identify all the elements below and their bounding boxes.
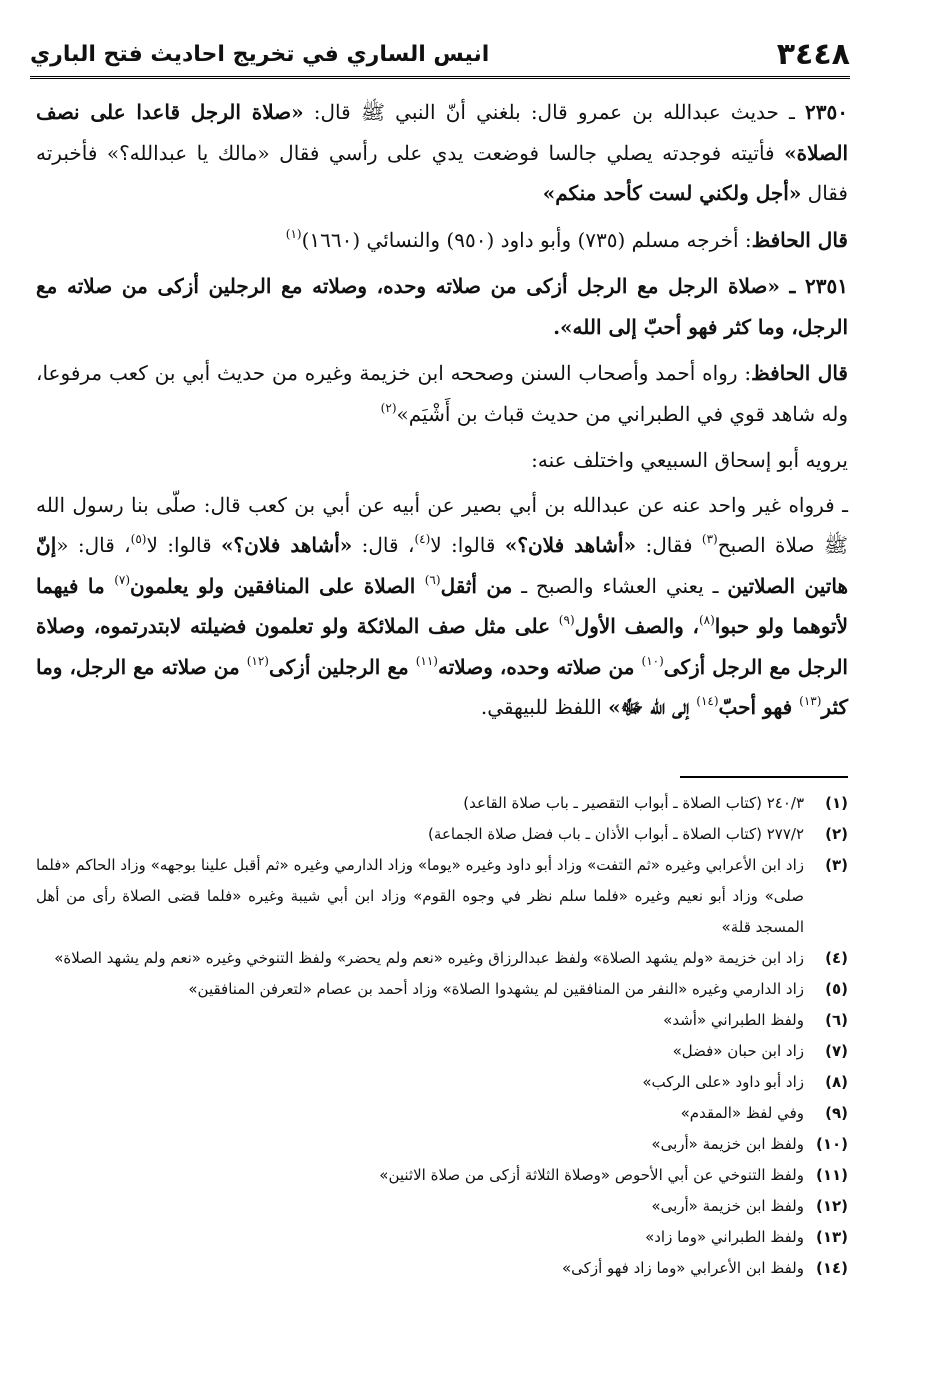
footnote-text: ولفظ التنوخي عن أبي الأحوص «وصلاة الثلاثة أزكى من صلاة الاثنين» (379, 1166, 804, 1184)
isnad-text: ـ فرواه غير واحد عنه عن عبدالله بن أبي بصير عن أبيه عن أبي بن كعب قال: صلّى بنا رسول الله ﷺ صلاة الصبح (36, 492, 849, 557)
footnote-ref: (١٠) (641, 653, 664, 668)
footnote-mark: (١٣) (815, 1228, 848, 1246)
footnote-text: ٢٤٠/٣ (كتاب الصلاة ـ أبواب التقصير ـ باب صلاة القاعد) (463, 794, 804, 812)
footnote-ref: (٢) (380, 400, 397, 415)
hadith-quote: على مثل صف الملائكة ولو تعلمون فضيلته لابتدرتموه، وصلاة الرجل مع الرجل أزكى (36, 614, 848, 679)
hadith-quote: إلى الله ﷻ» (608, 695, 697, 719)
hadith-number: ٢٣٥١ (805, 274, 848, 298)
hafiz-comment (36, 220, 848, 261)
footnote-mark: (٦) (825, 1011, 848, 1029)
hadith-quote: ـ «صلاة الرجل مع الرجل أزكى من صلاته وحده، وصلاته مع الرجلين أزكى من صلاته مع الرجل، وما كثر فهو أحبّ إلى الله». (36, 274, 848, 339)
footnote-ref: (١٢) (246, 653, 269, 668)
footnote-text: زاد أبو داود «على الركب» (642, 1073, 804, 1091)
footnote (36, 1067, 848, 1098)
isnad-text: قالوا: لا (146, 533, 222, 557)
footnote (36, 1036, 848, 1067)
footnote-ref: (٦) (424, 572, 441, 587)
rawi-line: يرويه أبو إسحاق السبيعي واختلف عنه: (531, 448, 848, 472)
footnote (36, 1222, 848, 1253)
hadith-quote: الصلاة على المنافقين ولو يعلمون (130, 573, 425, 598)
footnote-ref: (٩) (558, 613, 575, 627)
footnote (36, 788, 848, 819)
footnote-mark: (٥) (825, 980, 848, 998)
hadith-quote: ، والصف الأول (574, 614, 699, 638)
isnad-text: اللفظ للبيهقي. (480, 695, 609, 719)
main-text (36, 92, 848, 734)
hadith-quote: إنّ هاتين الصلاتين (36, 533, 849, 598)
footnote (36, 1005, 848, 1036)
page-number: ٣٤٤٨ (776, 36, 850, 72)
footnote-mark: (٣) (825, 856, 848, 874)
isnad-text: ، قال: (352, 533, 415, 557)
footnote-mark: (١١) (815, 1166, 848, 1184)
footnote (36, 819, 848, 850)
footnote-mark: (٤) (825, 949, 848, 967)
footnote-mark: (٨) (825, 1073, 848, 1091)
footnote-list (36, 788, 848, 1284)
footnote-text: وفي لفظ «المقدم» (680, 1104, 804, 1122)
footnote-mark: (١٢) (815, 1197, 848, 1215)
hadith-2351 (36, 266, 848, 347)
isnad-text: فقال: (636, 533, 702, 557)
hafiz-label: قال الحافظ (751, 361, 848, 385)
hafiz-comment (36, 353, 848, 434)
footnote-text: زاد ابن الأعرابي وغيره «ثم التفت» وزاد أبو داود وغيره «يوما» وزاد الدارمي وغيره «ثم أقبل علينا بوجهه» وزاد الحاكم «فلما صلى» وزاد أبو نعيم وغيره «فلما سلم نظر في وجوه القوم» وزاد ابن أبي شيبة وغيره «فلما قضى الصلاة رأى من أهل المسجد قلة» (36, 856, 804, 936)
hadith-quote: ما فيهما لأتوهما ولو حبوا (36, 573, 848, 638)
footnote-mark: (١٤) (815, 1259, 848, 1277)
footnotes-section (36, 776, 848, 1284)
hadith-quote: «صلاة الرجل قاعدا على نصف الصلاة» (36, 100, 848, 165)
hadith-quote: «أشاهد فلان؟» (221, 533, 353, 557)
hadith-quote: «أجل ولكني لست كأحد منكم» (542, 181, 802, 205)
hadith-quote: مع الرجلين أزكى (268, 654, 416, 679)
hadith-number: ٢٣٥٠ (805, 100, 849, 124)
running-title: انيس الساري في تخريج احاديث فتح الباري (30, 41, 490, 67)
hadith-quote: فهو أحبّ (718, 695, 800, 719)
hadith-quote: من أثقل (440, 573, 513, 598)
footnote-ref: (٧) (114, 572, 131, 587)
footnote-ref: (٣) (701, 532, 718, 546)
footnote (36, 974, 848, 1005)
footnote-ref: (١٤) (696, 694, 719, 708)
footnote-text: زاد ابن حبان «فضل» (672, 1042, 804, 1060)
footnote (36, 1253, 848, 1284)
footnote-ref: (٨) (698, 613, 715, 627)
footnote-mark: (٩) (825, 1104, 848, 1122)
isnad-text: ـ يعني العشاء والصبح ـ (512, 573, 728, 598)
isnad-text: ، قال: « (56, 533, 131, 557)
footnote-mark: (١) (825, 794, 848, 812)
hadith-2350 (36, 92, 848, 214)
footnote (36, 850, 848, 943)
page-header (30, 32, 850, 79)
hadith-quote: من صلاته وحده، وصلاته (437, 654, 642, 679)
footnote-text: ولفظ الطبراني «أشد» (663, 1011, 804, 1029)
footnote-mark: (٧) (825, 1042, 848, 1060)
footnote-text: ولفظ ابن خزيمة «أربى» (651, 1197, 804, 1215)
footnote (36, 1160, 848, 1191)
footnote-mark: (١٠) (815, 1135, 848, 1153)
hadith-text: ـ حديث عبدالله بن عمرو قال: بلغني أنّ النبي ﷺ قال: (303, 100, 806, 124)
footnote-text: زاد ابن خزيمة «ولم يشهد الصلاة» ولفظ عبدالرزاق وغيره «نعم ولم يحضر» ولفظ التنوخي وغيره «نعم ولم يشهد الصلاة» (54, 949, 804, 967)
hafiz-text: : أخرجه مسلم (٧٣٥) وأبو داود (٩٥٠) والنسائي (١٦٦٠) (301, 227, 752, 252)
footnote-mark: (٢) (825, 825, 848, 843)
footnote-text: ولفظ ابن خزيمة «أربى» (651, 1135, 804, 1153)
hadith-text: فأتيته فوجدته يصلي جالسا فوضعت يدي على رأسي فقال «مالك يا عبدالله؟» فأخبرته فقال (36, 140, 848, 205)
footnote-ref: (١٣) (799, 694, 822, 708)
footnote (36, 1098, 848, 1129)
footnote-text: ولفظ ابن الأعرابي «وما زاد فهو أزكى» (562, 1259, 804, 1277)
footnote-ref: (١١) (415, 653, 438, 668)
footnote-text: ٢٧٧/٢ (كتاب الصلاة ـ أبواب الأذان ـ باب فضل صلاة الجماعة) (428, 825, 804, 843)
footnote-separator (680, 776, 848, 778)
footnote-text: ولفظ الطبراني «وما زاد» (645, 1228, 804, 1246)
footnote-text: زاد الدارمي وغيره «النفر من المنافقين لم يشهدوا الصلاة» وزاد أحمد بن عصام «لتعرفن المنافقين» (188, 980, 804, 998)
footnote (36, 943, 848, 974)
hadith-quote: «أشاهد فلان؟» (504, 533, 637, 557)
isnad-text: قالوا: لا (430, 533, 505, 557)
isnad-paragraph (36, 485, 848, 728)
footnote (36, 1129, 848, 1160)
hafiz-label: قال الحافظ (751, 227, 848, 252)
hadith-quote: من صلاته مع الرجل، وما كثر (36, 654, 848, 719)
hafiz-text: : رواه أحمد وأصحاب السنن وصححه ابن خزيمة وغيره من حديث أبي بن كعب مرفوعا، وله شاهد قوي في الطبراني من حديث قباث بن أَشْيَم» (36, 361, 848, 426)
footnote-ref: (٥) (130, 532, 147, 546)
footnote (36, 1191, 848, 1222)
footnote-ref: (٤) (414, 532, 431, 546)
footnote-ref: (١) (285, 226, 302, 241)
